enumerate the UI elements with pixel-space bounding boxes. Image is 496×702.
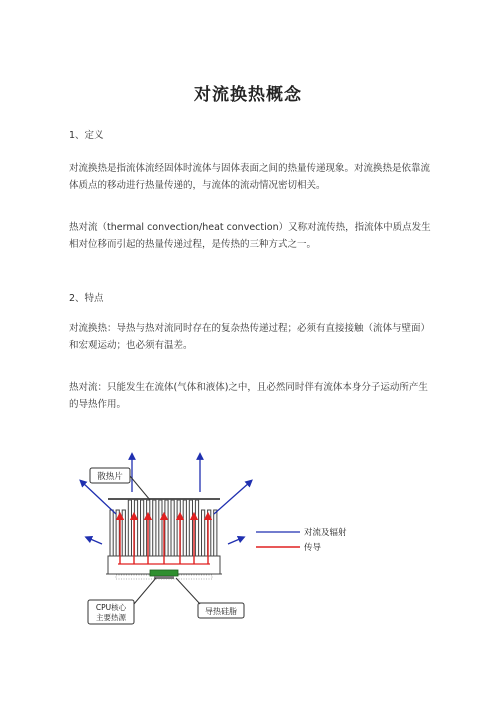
- heatsink-fin: [165, 500, 168, 556]
- paragraph-definition-2: 热对流（thermal convection/heat convection）又称对流传热，指流体中质点发生相对位移而引起的热量传递过程，是传热的三种方式之一。: [69, 222, 431, 250]
- heatsink-fin: [189, 500, 192, 556]
- silicone-label: [176, 578, 244, 618]
- svg-text:CPU核心: CPU核心: [95, 603, 127, 612]
- heatsink-fin: [110, 510, 113, 556]
- heatsink-fin: [153, 500, 156, 556]
- page-title: 对流换热概念: [194, 85, 302, 105]
- heatsink-fin: [171, 500, 174, 556]
- heatsink-fin: [134, 500, 137, 556]
- heatsink-fin: [195, 500, 198, 556]
- heatsink-fin: [214, 510, 217, 556]
- heatsink-fin: [141, 500, 144, 556]
- legend-label-convection: 对流及辐射: [304, 528, 347, 538]
- heatsink-label: [90, 468, 150, 500]
- heatsink-fin: [159, 500, 162, 556]
- paragraph-features-1: 对流换热：导热与热对流同时存在的复杂热传递过程；必须有直接接触（流体与壁面）和宏观运动；也必须有温差。: [69, 323, 431, 351]
- legend-label-conduction: 传导: [304, 543, 322, 553]
- heatsink-fin: [122, 510, 125, 556]
- heatsink-fin: [183, 500, 186, 556]
- cpu-label: [88, 578, 156, 624]
- svg-text:散热片: 散热片: [97, 472, 123, 482]
- heatsink-diagram: [68, 452, 368, 630]
- section-heading-features: 2、特点: [69, 293, 104, 304]
- paragraph-features-2: 热对流：只能发生在流体(气体和液体)之中，且必然同时伴有流体本身分子运动所产生的导热作用。: [69, 382, 428, 410]
- heatsink-fin: [116, 510, 119, 556]
- section-heading-definition: 1、定义: [69, 130, 104, 141]
- svg-text:导热硅脂: 导热硅脂: [205, 607, 237, 616]
- paragraph-definition-1: 对流换热是指流体流经固体时流体与固体表面之间的热量传递现象。对流换热是依靠流体质点的移动进行热量传递的，与流体的流动情况密切相关。: [69, 163, 431, 191]
- heatsink-fin: [128, 500, 131, 556]
- heatsink-fin: [202, 510, 205, 556]
- diagram-legend: [256, 527, 347, 553]
- svg-text:主要热源: 主要热源: [96, 613, 126, 622]
